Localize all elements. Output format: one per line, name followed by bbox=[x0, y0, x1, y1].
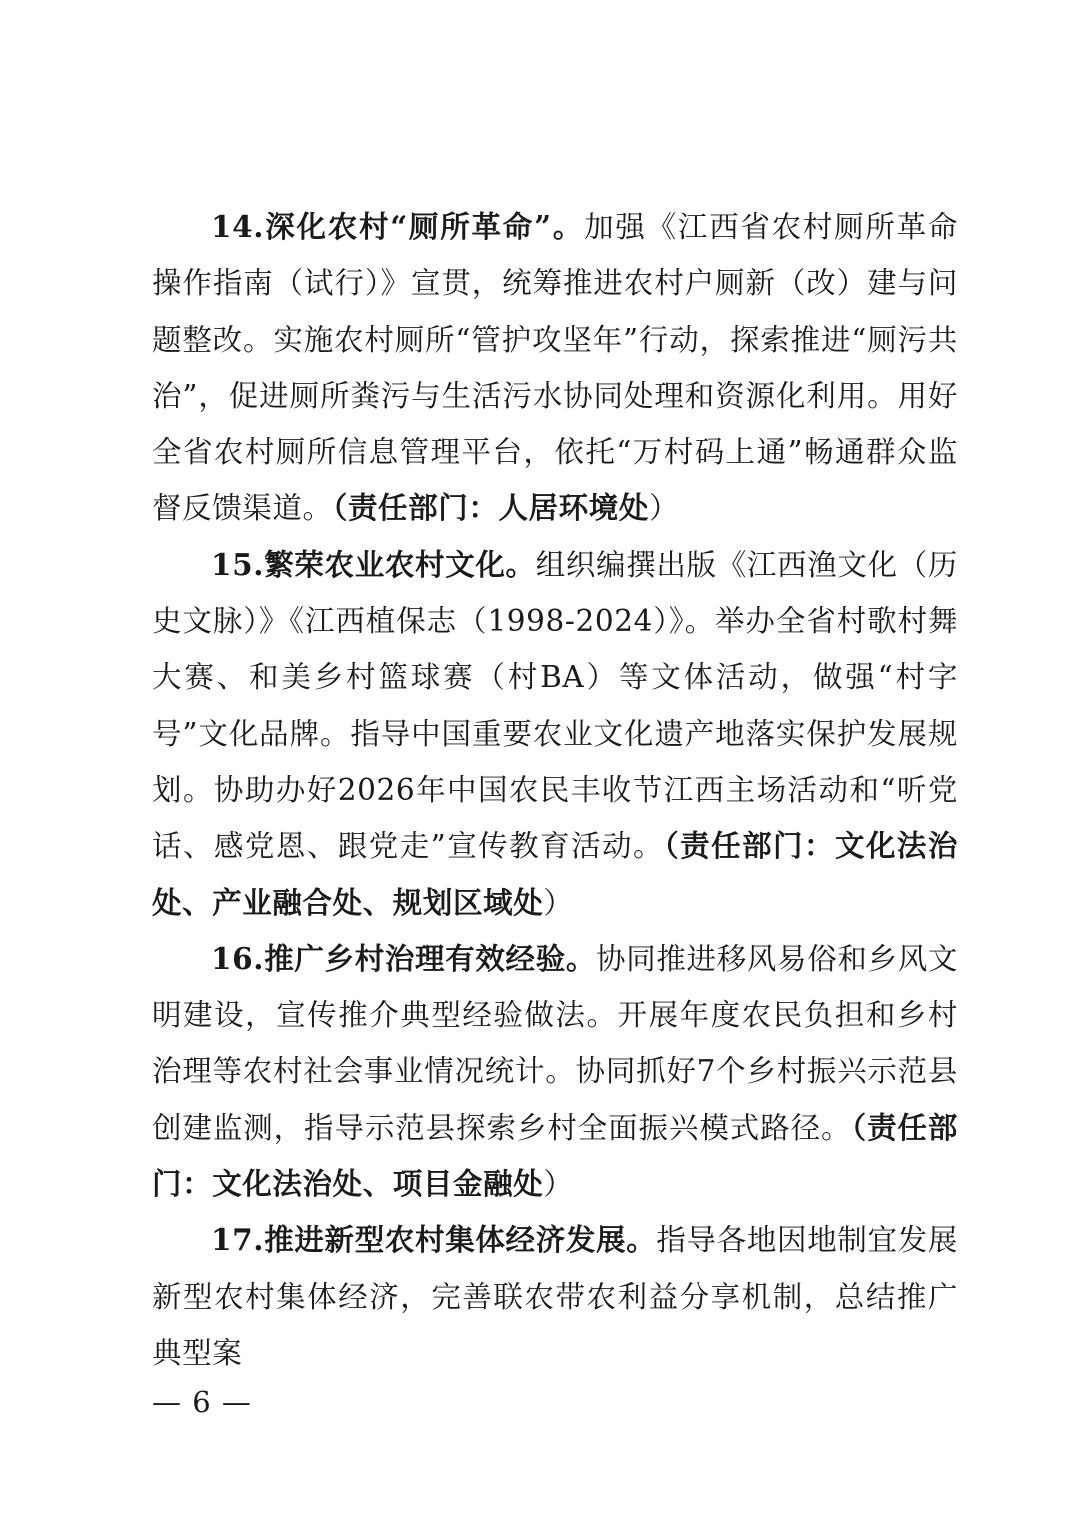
closing-paren: ） bbox=[648, 491, 680, 526]
item-heading: 17.推进新型农村集体经济发展。 bbox=[211, 1222, 657, 1258]
item-body: 指导各地因地制宜发展新型农村集体经济，完善联农带农利益分享机制，总结推广典型案 bbox=[152, 1223, 958, 1370]
item-body: 加强《江西省农村厕所革命操作指南（试行）》宣贯，统筹推进农村户厕新（改）建与问题整改。实施农村厕所“管护攻坚年”行动，探索推进“厕污共治”，促进厕所粪污与生活污水协同处理和资源化利用。用好全省农村厕所信息管理平台，依托“万村码上通”畅通群众监督反馈渠道。 bbox=[152, 210, 958, 526]
responsible-department: （责任部门：人居环境处 bbox=[332, 490, 649, 526]
closing-paren: ） bbox=[543, 1167, 574, 1202]
paragraph-item-17 bbox=[152, 1212, 958, 1381]
item-heading: 16.推广乡村治理有效经验。 bbox=[211, 940, 597, 976]
item-heading: 14.深化农村“厕所革命”。 bbox=[211, 209, 585, 244]
page-number: — 6 — bbox=[152, 1385, 252, 1419]
paragraph-item-15 bbox=[152, 537, 958, 931]
closing-paren: ） bbox=[543, 885, 574, 920]
responsible-department: （责任部门：文化法治处、产业融合处、规划区域处 bbox=[152, 828, 958, 920]
item-body: 组织编撰出版《江西渔文化（历史文脉）》《江西植保志（1998-2024）》。举办全省村歌村舞大赛、和美乡村篮球赛（村BA）等文体活动，做强“村字号”文化品牌。指导中国重要农业文化遗产地落实保护发展规划。协助办好2026年中国农民丰收节江西主场活动和“听党话、感党恩、跟党走”宣传教育活动。 bbox=[152, 547, 958, 864]
document-body bbox=[152, 199, 958, 1381]
paragraph-item-16 bbox=[152, 931, 958, 1212]
item-heading: 15.繁荣农业农村文化。 bbox=[211, 546, 536, 582]
paragraph-item-14 bbox=[152, 199, 958, 537]
item-body: 协同推进移风易俗和乡风文明建设，宣传推介典型经验做法。开展年度农民负担和乡村治理等农村社会事业情况统计。协同抓好7个乡村振兴示范县创建监测，指导示范县探索乡村全面振兴模式路径。 bbox=[152, 941, 958, 1145]
responsible-department: （责任部门：文化法治处、项目金融处 bbox=[152, 1109, 958, 1202]
